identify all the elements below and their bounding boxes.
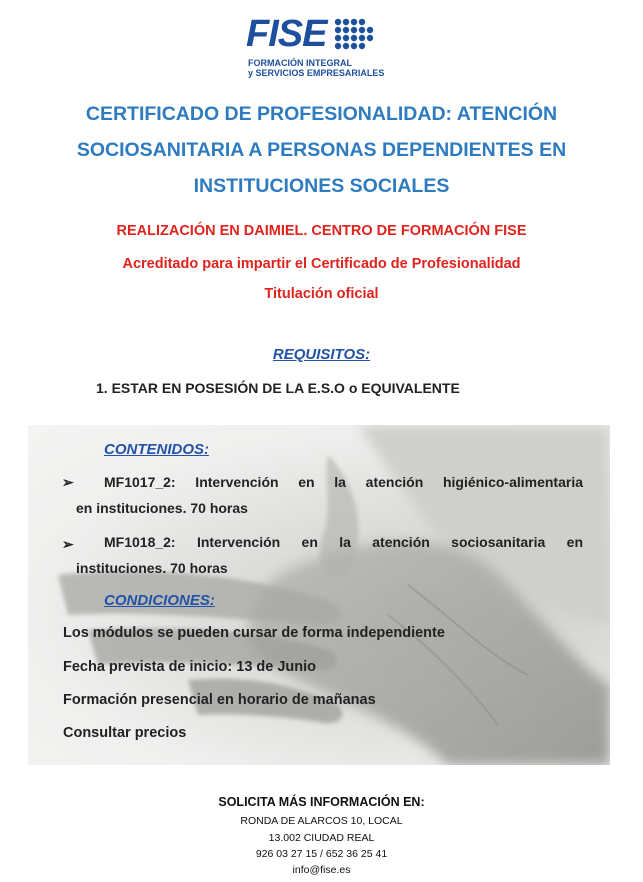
title-line1: CERTIFICADO DE PROFESIONALIDAD: ATENCIÓN	[85, 103, 558, 125]
logo-subtitle-line2: y SERVICIOS EMPRESARIALES	[248, 68, 385, 78]
requisitos-heading: REQUISITOS:	[272, 346, 371, 363]
requisitos-item: 1. ESTAR EN POSESIÓN DE LA E.S.O o EQUIVALENTE	[96, 380, 460, 396]
contenidos-heading: CONTENIDOS:	[104, 441, 209, 458]
logo-subtitle	[248, 58, 384, 78]
logo-wordmark: FISE	[246, 13, 327, 55]
fise-logo	[246, 14, 396, 84]
module-1-line1: MF1017_2: Intervención en la atención higiénico-alimentaria	[104, 474, 583, 490]
titulacion-text: Titulación oficial	[264, 286, 379, 302]
logo-subtitle-line1: FORMACIÓN INTEGRAL	[248, 58, 352, 68]
module-item	[76, 469, 583, 521]
footer-address2: 13.002 CIUDAD REAL	[268, 832, 375, 844]
condicion-item: Fecha prevista de inicio: 13 de Junio	[63, 659, 317, 675]
module-item	[76, 529, 583, 581]
bullet-arrow-icon: ➢	[62, 474, 74, 490]
footer-heading: SOLICITA MÁS INFORMACIÓN EN:	[218, 795, 425, 809]
module-1-line2: en instituciones. 70 horas	[76, 500, 248, 516]
realizacion-text: REALIZACIÓN EN DAIMIEL. CENTRO DE FORMACIÓN FISE	[116, 223, 527, 239]
condicion-item: Los módulos se pueden cursar de forma independiente	[63, 625, 445, 641]
condiciones-heading: CONDICIONES:	[104, 592, 215, 609]
content-panel	[28, 425, 610, 765]
footer-address1: RONDA DE ALARCOS 10, LOCAL	[240, 815, 403, 827]
logo-dots-icon	[334, 18, 378, 50]
condicion-item: Formación presencial en horario de mañanas	[63, 692, 376, 708]
condicion-item: Consultar precios	[63, 725, 187, 741]
title-line2: SOCIOSANITARIA A PERSONAS DEPENDIENTES EN	[76, 139, 567, 161]
footer-phones: 926 03 27 15 / 652 36 25 41	[255, 848, 388, 860]
page-title	[40, 96, 603, 204]
module-2-line2: instituciones. 70 horas	[76, 560, 228, 576]
acreditado-text: Acreditado para impartir el Certificado de Profesionalidad	[122, 256, 521, 272]
bullet-arrow-icon: ➢	[62, 536, 74, 552]
footer-email[interactable]: info@fise.es	[292, 864, 351, 876]
title-line3: INSTITUCIONES SOCIALES	[193, 175, 450, 197]
module-2-line1: MF1018_2: Intervención en la atención sociosanitaria en	[104, 534, 583, 550]
